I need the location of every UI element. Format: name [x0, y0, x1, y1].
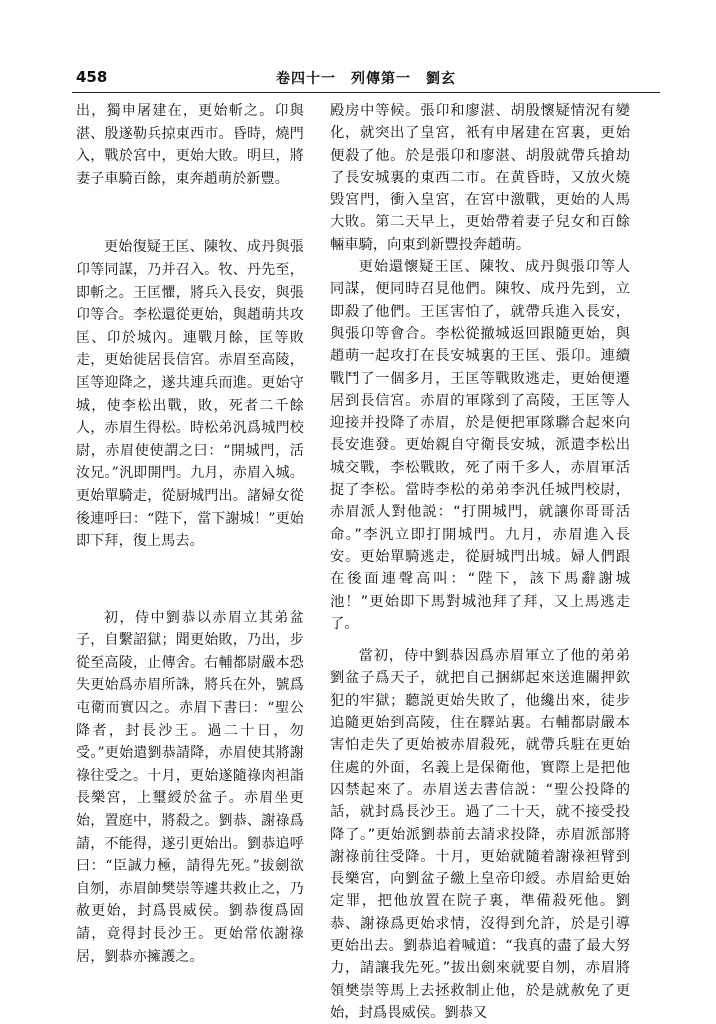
header-rule [72, 92, 660, 93]
translation-column [330, 100, 630, 1024]
translation-paragraph-2: 更始還懷疑王匡、陳牧、成丹與張卬等人同謀，便同時召見他們。陳牧、成丹先到，立即殺了他們。王匡害怕了，就帶兵進入長安，與張卬等會合。李松從撤城返回跟隨更始，與趙萌一起攻打在長安城裏的王匡、張卬。連續戰鬥了一個多月，王匡等戰敗逃走，更始便遷居到長信宮。赤眉的軍隊到了高陵，王匡等人迎接并投降了赤眉，於是便把軍隊聯合起來向長安進發。更始親自守衛長安城，派遣李松出城交戰，李松戰敗，死了兩千多人，赤眉軍活捉了李松。當時李松的弟弟李汎任城門校尉，赤眉派人對他説：“打開城門，就讓你哥哥活命。”李汎立即打開城門。九月，赤眉進入長安。更始單騎逃走，從厨城門出城。婦人們跟在後面連聲高叫：“陛下，該下馬辭謝城池！”更始即下馬對城池拜了拜，又上馬逃走了。 [330, 259, 630, 632]
translation-paragraph-1: 殿房中等候。張卬和廖湛、胡殷懷疑情況有變化，就突出了皇宮，衹有申屠建在宮裏，更始便殺了他。於是張卬和廖湛、胡殷就帶兵搶劫了長安城裏的東西二市。在黄昏時，又放火燒毁宮門，衝入皇宮，在宮中激戰，更始的人馬大敗。第二天早上，更始帶着妻子兒女和百餘輛車騎，向東到新豐投奔趙萌。 [330, 103, 630, 253]
classical-paragraph-1: 出，獨申屠建在，更始斬之。卬與湛、殷遂勒兵掠東西市。昏時，燒門入，戰於宮中，更始大敗。明旦，將妻子車騎百餘，東奔趙萌於新豐。 [76, 103, 304, 187]
classical-text-column [76, 100, 304, 968]
page-header [76, 68, 656, 92]
running-title: 卷四十一 列傳第一 劉玄 [276, 71, 456, 87]
classical-paragraph-3: 初，侍中劉恭以赤眉立其弟盆子，自繫詔獄；聞更始敗，乃出，步從至高陵，止傳舍。右輔都尉嚴本恐失更始爲赤眉所誅，將兵在外，號爲屯衛而實囚之。赤眉下書曰：“聖公降者，封長沙王。過二十日，勿受。”更始遣劉恭請降，赤眉使其將謝祿往受之。十月，更始遂隨祿肉袒詣長樂宮，上璽綬於盆子。赤眉坐更始，置庭中，將殺之。劉恭、謝祿爲請，不能得，遂引更始出。劉恭追呼曰：“臣誠力極，請得先死。”拔劍欲自刎，赤眉帥樊崇等遽共救止之，乃赦更始，封爲畏威侯。劉恭復爲固請，竟得封長沙王。更始常依謝祿居，劉恭亦擁護之。 [76, 609, 304, 965]
translation-paragraph-3: 當初，侍中劉恭因爲赤眉軍立了他的弟弟劉盆子爲天子，就把自己捆綁起來送進關押欽犯的牢獄；聽説更始失敗了，他纔出來，徒步追隨更始到高陵，住在驛站裏。右輔都尉嚴本害怕走失了更始被赤眉殺死，就帶兵駐在更始住處的外面，名義上是保衛他，實際上是把他囚禁起來了。赤眉送去書信説：“聖公投降的話，就封爲長沙王。過了二十天，就不接受投降了。”更始派劉恭前去請求投降，赤眉派部將謝祿前往受降。十月，更始就隨着謝祿袒臂到長樂宮，向劉盆子繳上皇帝印綬。赤眉給更始定罪，把他放置在院子裏，準備殺死他。劉恭、謝祿爲更始求情，沒得到允許，於是引導更始出去。劉恭追着喊道：“我真的盡了最大努力，請讓我先死。”拔出劍來就要自刎，赤眉將領樊崇等馬上去拯救制止他，於是就赦免了更始，封爲畏威侯。劉恭又 [330, 648, 630, 1021]
page-number: 458 [76, 68, 108, 86]
classical-paragraph-2: 更始復疑王匡、陳牧、成丹與張卬等同謀，乃并召入。牧、丹先至，即斬之。王匡懼，將兵入長安，與張卬等合。李松還從更始，與趙萌共攻匡、卬於城內。連戰月餘，匡等敗走，更始徙居長信宮。赤眉至高陵，匡等迎降之，遂共連兵而進。更始守城，使李松出戰，敗，死者二千餘人，赤眉生得松。時松弟汎爲城門校尉，赤眉使使謂之曰：“開城門，活汝兄。”汎即開門。九月，赤眉入城。更始單騎走，從厨城門出。諸婦女從後連呼曰：“陛下，當下謝城！”更始即下拜，復上馬去。 [76, 239, 304, 550]
